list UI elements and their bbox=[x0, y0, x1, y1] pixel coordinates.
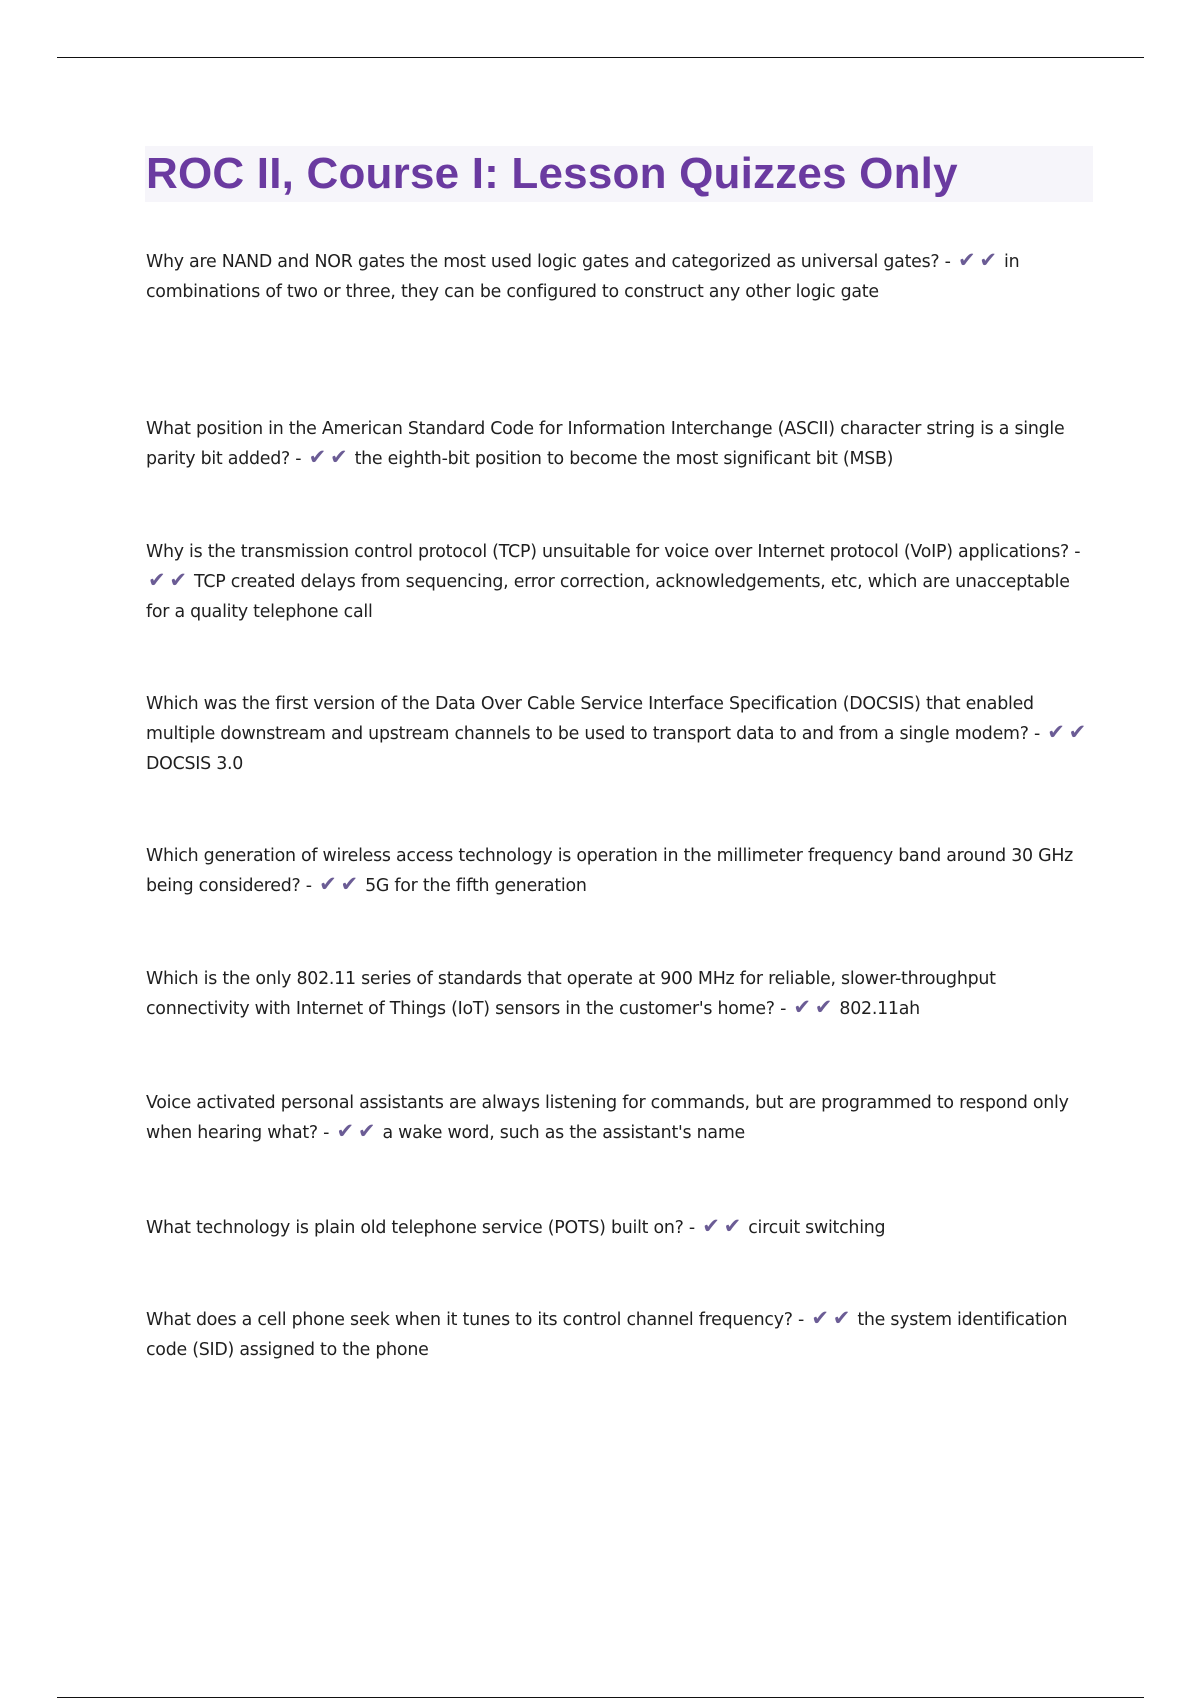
qa-item bbox=[146, 537, 1091, 627]
answer-text: circuit switching bbox=[748, 1218, 886, 1238]
check-icon: ✔ bbox=[336, 1119, 354, 1143]
check-icon: ✔ bbox=[979, 248, 997, 272]
question-text: Which generation of wireless access technology is operation in the millimeter frequency band around 30 GHz being considered? - bbox=[146, 846, 1074, 896]
check-icon: ✔ bbox=[814, 995, 833, 1019]
question-text: Which was the first version of the Data Over Cable Service Interface Specification (DOCSIS) that enabled multiple downstream and upstream channels to be used to transport data to and from a single modem? - bbox=[146, 694, 1041, 744]
answer-text: TCP created delays from sequencing, error correction, acknowledgements, etc, which are unacceptable for a quality telephone call bbox=[146, 572, 1070, 622]
question-text: Which is the only 802.11 series of standards that operate at 900 MHz for reliable, slower-throughput connectivity with Internet of Things (IoT) sensors in the customer's home? - bbox=[146, 969, 996, 1019]
check-icon: ✔ bbox=[1047, 720, 1065, 744]
check-icon: ✔ bbox=[832, 1306, 851, 1330]
answer-text: a wake word, such as the assistant's name bbox=[382, 1123, 745, 1143]
qa-item bbox=[146, 964, 1091, 1024]
check-icon: ✔ bbox=[793, 995, 811, 1019]
question-text: What position in the American Standard Code for Information Interchange (ASCII) character string is a single parity bit added? - bbox=[146, 419, 1065, 469]
answer-text: 5G for the fifth generation bbox=[365, 876, 587, 896]
qa-item bbox=[146, 689, 1091, 779]
header-rule bbox=[57, 57, 1144, 58]
check-icon: ✔ bbox=[723, 1214, 741, 1238]
check-icon: ✔ bbox=[340, 872, 358, 896]
question-text: Why is the transmission control protocol (TCP) unsuitable for voice over Internet protocol (VoIP) applications? - bbox=[146, 542, 1081, 562]
footer-rule bbox=[57, 1697, 1144, 1698]
qa-item bbox=[146, 1088, 1091, 1148]
answer-text: the system identification code (SID) assigned to the phone bbox=[146, 1310, 1068, 1360]
question-text: Voice activated personal assistants are always listening for commands, but are programmed to respond only when hearing what? - bbox=[146, 1093, 1069, 1143]
check-icon: ✔ bbox=[811, 1306, 829, 1330]
qa-item bbox=[146, 247, 1091, 307]
qa-item bbox=[146, 1305, 1091, 1365]
check-icon: ✔ bbox=[702, 1214, 720, 1238]
check-icon: ✔ bbox=[319, 872, 337, 896]
check-icon: ✔ bbox=[148, 568, 166, 592]
answer-text: 802.11ah bbox=[839, 999, 920, 1019]
check-icon: ✔ bbox=[1068, 720, 1087, 744]
qa-item bbox=[146, 414, 1091, 474]
document-title: ROC II, Course I: Lesson Quizzes Only bbox=[146, 149, 958, 198]
qa-item bbox=[146, 841, 1091, 901]
answer-text: DOCSIS 3.0 bbox=[146, 754, 244, 774]
question-text: What technology is plain old telephone service (POTS) built on? - bbox=[146, 1218, 695, 1238]
check-icon: ✔ bbox=[329, 445, 348, 469]
qa-item bbox=[146, 1213, 1091, 1243]
check-icon: ✔ bbox=[308, 445, 326, 469]
check-icon: ✔ bbox=[169, 568, 187, 592]
check-icon: ✔ bbox=[957, 248, 976, 272]
question-text: What does a cell phone seek when it tunes to its control channel frequency? - bbox=[146, 1310, 805, 1330]
answer-text: in combinations of two or three, they can be configured to construct any other logic gate bbox=[146, 252, 1020, 302]
check-icon: ✔ bbox=[357, 1119, 376, 1143]
question-text: Why are NAND and NOR gates the most used logic gates and categorized as universal gates? - bbox=[146, 252, 951, 272]
answer-text: the eighth-bit position to become the most significant bit (MSB) bbox=[354, 449, 894, 469]
